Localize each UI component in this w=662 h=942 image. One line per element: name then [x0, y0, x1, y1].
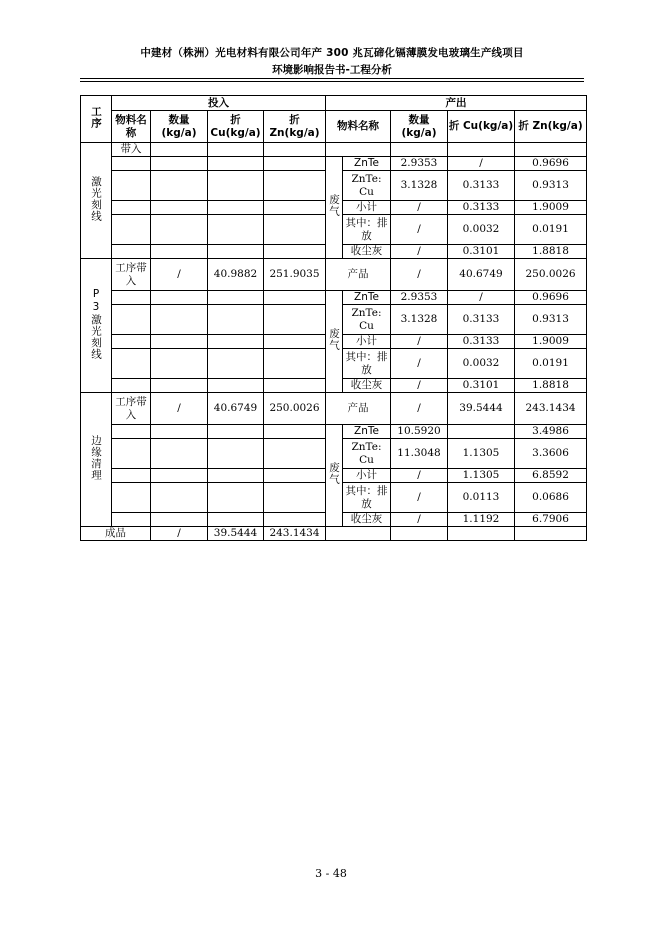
material-name: ZnTe: [343, 291, 391, 305]
qty-cell: /: [391, 215, 448, 245]
qty-cell: 3.1328: [391, 171, 448, 201]
material-name: ZnTe: Cu: [343, 305, 391, 335]
cu-cell: 1.1305: [448, 439, 515, 469]
cu-cell: 1.1192: [448, 513, 515, 527]
material-name: ZnTe: Cu: [343, 171, 391, 201]
cu-cell: 40.9882: [208, 259, 264, 291]
zn-cell: 0.0686: [515, 483, 587, 513]
cu-cell: 40.6749: [448, 259, 515, 291]
qty-cell: /: [391, 335, 448, 349]
zn-cell: 0.9696: [515, 291, 587, 305]
product-label: 产品: [326, 393, 391, 425]
material-name: 小计: [343, 201, 391, 215]
cu-cell: 40.6749: [208, 393, 264, 425]
process-laser-scribe: 激光刻线: [81, 143, 112, 259]
col-header-out-qty: 数量(kg/a): [391, 111, 448, 143]
zn-cell: 0.9313: [515, 171, 587, 201]
qty-cell: /: [391, 245, 448, 259]
material-name: ZnTe: [343, 157, 391, 171]
col-header-qty: 数量(kg/a): [151, 111, 208, 143]
qty-cell: /: [391, 259, 448, 291]
material-name: 收尘灰: [343, 513, 391, 527]
material-name: ZnTe: Cu: [343, 439, 391, 469]
col-header-zn: 折 Zn(kg/a): [264, 111, 326, 143]
cu-cell: 0.3133: [448, 335, 515, 349]
cu-cell: 0.3133: [448, 171, 515, 201]
input-label: 工序带入: [112, 393, 151, 425]
material-name: 其中：排放: [343, 215, 391, 245]
col-header-cu: 折 Cu(kg/a): [208, 111, 264, 143]
qty-cell: /: [391, 513, 448, 527]
cu-cell: 39.5444: [208, 527, 264, 541]
qty-cell: /: [391, 483, 448, 513]
qty-cell: /: [151, 393, 208, 425]
qty-cell: 2.9353: [391, 291, 448, 305]
cu-cell: /: [448, 157, 515, 171]
cu-cell: 39.5444: [448, 393, 515, 425]
qty-cell: /: [391, 393, 448, 425]
col-header-material: 物料名称: [112, 111, 151, 143]
zn-cell: 250.0026: [264, 393, 326, 425]
cu-cell: /: [448, 291, 515, 305]
material-name: 其中：排放: [343, 349, 391, 379]
zn-cell: 243.1434: [515, 393, 587, 425]
material-balance-table: [80, 95, 587, 541]
material-name: 小计: [343, 335, 391, 349]
zn-cell: 6.8592: [515, 469, 587, 483]
cu-cell: 0.0113: [448, 483, 515, 513]
header-subtitle: 环境影响报告书-工程分析: [272, 64, 392, 76]
waste-gas-label: 废气: [326, 157, 343, 259]
zn-cell: 1.9009: [515, 335, 587, 349]
qty-cell: /: [391, 379, 448, 393]
process-edge-cleaning: 边缘清理: [81, 393, 112, 527]
qty-cell: 10.5920: [391, 425, 448, 439]
col-header-out-cu: 折 Cu(kg/a): [448, 111, 515, 143]
col-header-process: 工序: [81, 96, 112, 143]
header-rule: [80, 78, 584, 79]
zn-cell: 3.3606: [515, 439, 587, 469]
cu-cell: [448, 425, 515, 439]
page-header: [80, 46, 584, 77]
material-name: 收尘灰: [343, 379, 391, 393]
qty-cell: /: [151, 259, 208, 291]
material-name: 收尘灰: [343, 245, 391, 259]
qty-cell: 2.9353: [391, 157, 448, 171]
waste-gas-label: 废气: [326, 425, 343, 527]
zn-cell: 6.7906: [515, 513, 587, 527]
page-number: 3 - 48: [315, 867, 347, 880]
zn-cell: 1.9009: [515, 201, 587, 215]
col-header-out-material: 物料名称: [326, 111, 391, 143]
zn-cell: 0.0191: [515, 349, 587, 379]
qty-cell: /: [391, 469, 448, 483]
cu-cell: 0.0032: [448, 349, 515, 379]
input-label: 工序带入: [112, 259, 151, 291]
zn-cell: 0.9313: [515, 305, 587, 335]
material-name: ZnTe: [343, 425, 391, 439]
col-header-output: 产出: [326, 96, 587, 111]
col-header-out-zn: 折 Zn(kg/a): [515, 111, 587, 143]
final-product-label: 成品: [81, 527, 151, 541]
header-rule-thin: [80, 81, 584, 82]
cu-cell: 1.1305: [448, 469, 515, 483]
zn-cell: 0.0191: [515, 215, 587, 245]
zn-cell: 251.9035: [264, 259, 326, 291]
zn-cell: 250.0026: [515, 259, 587, 291]
zn-cell: 1.8818: [515, 379, 587, 393]
zn-cell: 243.1434: [264, 527, 326, 541]
qty-cell: /: [391, 201, 448, 215]
header-title: 中建材（株洲）光电材料有限公司年产 300 兆瓦碲化镉薄膜发电玻璃生产线项目: [140, 47, 524, 59]
qty-cell: /: [151, 527, 208, 541]
process-p3-laser-scribe: P3激光刻线: [81, 259, 112, 393]
col-header-input: 投入: [112, 96, 326, 111]
cu-cell: 0.3133: [448, 201, 515, 215]
cu-cell: 0.3101: [448, 245, 515, 259]
material-name: 小计: [343, 469, 391, 483]
material-name: 其中：排放: [343, 483, 391, 513]
qty-cell: 11.3048: [391, 439, 448, 469]
waste-gas-label: 废气: [326, 291, 343, 393]
qty-cell: 3.1328: [391, 305, 448, 335]
zn-cell: 1.8818: [515, 245, 587, 259]
cu-cell: 0.3101: [448, 379, 515, 393]
zn-cell: 0.9696: [515, 157, 587, 171]
zn-cell: 3.4986: [515, 425, 587, 439]
qty-cell: /: [391, 349, 448, 379]
cu-cell: 0.3133: [448, 305, 515, 335]
cu-cell: 0.0032: [448, 215, 515, 245]
product-label: 产品: [326, 259, 391, 291]
input-label: 带入: [112, 143, 151, 157]
